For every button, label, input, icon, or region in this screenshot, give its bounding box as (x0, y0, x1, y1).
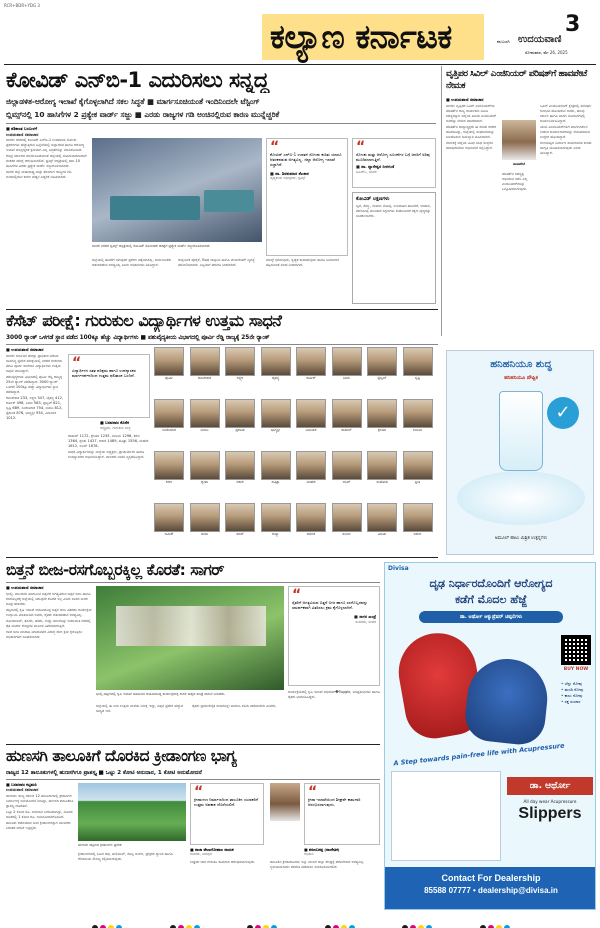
story2-bottom-rule (6, 557, 438, 558)
student-card (403, 399, 433, 433)
student-photo (296, 347, 326, 376)
student-card (225, 399, 255, 433)
student-photo (225, 451, 255, 480)
ad-headline-1: ದೃಢ ನಿರ್ಧಾರದೊಂದಿಗೆ ಆರೋಗ್ಯದ (429, 577, 553, 590)
student-name: ಸಂಜನಾ (412, 428, 423, 432)
registration-dot-group (325, 916, 357, 928)
story1-deck-rule (6, 123, 436, 124)
story4-body-col2: ಕ್ರೀಡಾಂಗಣದಲ್ಲಿ ಓಟದ ಪಥ, ವಾಲಿಬಾಲ್, ಕಬಡ್ಡಿ ಅಂಕಣ, ಪ್ರೇಕ್ಷಕರ ಗ್ಯಾಲರಿ ಹಾಗೂ ಶೌಚಾಲಯ ಸೌಲಭ್ಯ ಕಲ್ಪಿಸಲಾಗುವುದು. (78, 852, 173, 861)
student-photo (261, 347, 291, 376)
student-name: ಶ್ರೇಯಾ (377, 428, 387, 432)
student-name: ರಮೇಶ (306, 532, 316, 536)
ad-contact-line[interactable]: 85588 07777 • dealership@divisa.in (424, 886, 558, 895)
student-photo (296, 399, 326, 428)
quote-mark-icon: “ (308, 784, 318, 800)
side1-person-photo (502, 120, 536, 160)
story2-deck-rule (6, 344, 438, 345)
student-photo (403, 451, 433, 480)
quote-mark-icon: “ (270, 139, 280, 155)
story2-dateline: ■ ಉದಯವಾಣಿ ಸಮಾಚಾರ (6, 347, 44, 352)
student-photo (296, 503, 326, 532)
story3-quote-author: ■ ಸಾಗರ ಖಂಡ್ರೆ (354, 614, 376, 620)
student-card (332, 451, 362, 485)
student-photo (296, 451, 326, 480)
registration-dots (92, 916, 512, 928)
story4-quote1-text: ಕ್ರೀಡಾಂಗಣ ನಿರ್ಮಾಣದಿಂದ ತಾಲೂಕಿನ ಯುವಕರಿಗೆ ಉತ್ತಮ ಅವಕಾಶ ದೊರೆಯಲಿದೆ. (194, 797, 259, 808)
story1-ward-photo (92, 138, 262, 242)
quote2-role: ಡಿಎಚ್‌ಒ, ಬೀದರ (356, 169, 377, 174)
student-photo (154, 503, 184, 532)
story2-body-col2: ರಾಹುಲ್ 1172, ಶ್ರೇಯಾ 1235, ಸಂಜನಾ 1298, ಕಿರಣ 1364, ಶ್ವೇತಾ 1427, ಆಕಾಶ 1489, ಪವಿತ್ರಾ 1556, ಮಹೇಶ 1612, ಅನಿಲ್ 1678. ಸಾಧಕ ವಿದ್ಯಾರ್ಥಿಗಳನ್ನು ಸಂಸ್ಥೆಯ ಅಧ್ಯಕ್ಷರು, ಪ್ರಾಚಾರ್ಯರು ಹಾಗೂ ಉಪನ್ಯಾಸಕರು ಅಭಿನಂದಿಸಿದ್ದಾರೆ. ಪಾಲಕರು ಸಂತಸ ವ್ಯಕ್ತಪಡಿಸಿದ್ದಾರೆ. (68, 434, 149, 459)
paper-name: ಉದಯವಾಣಿ (518, 34, 562, 45)
student-card (332, 399, 362, 433)
student-name: ವಿನಾಯಕ (305, 428, 317, 432)
student-name: ಆಕಾಶ (236, 480, 244, 484)
student-photo (154, 451, 184, 480)
story3-body-col4: ಕಾರ್ಯಕ್ರಮದಲ್ಲಿ ಕೃಷಿ ಇಲಾಖೆ ಅಧಿಕಾರಿಗ�Toggle, ಜನಪ್ರತಿನಿಧಿಗಳು ಹಾಗೂ ರೈತರು ಭಾಗವಹಿಸಿದ್ದರು. (288, 690, 380, 699)
people-shape (116, 606, 266, 646)
student-card (154, 451, 184, 485)
student-name: ಪ್ರಶಾಂತ (235, 428, 245, 432)
student-card (190, 451, 220, 485)
ad-features-box (391, 771, 501, 861)
student-card (154, 399, 184, 433)
column-divider (441, 66, 442, 336)
milk-ad[interactable] (446, 350, 594, 555)
story4-quote2-role: ಅಧಿಕಾರಿ (304, 852, 314, 856)
student-card (154, 347, 184, 381)
student-card (154, 503, 184, 537)
story4-body-col3: ಶೀಘ್ರವೇ ಜಾಗ ಗುರುತಿಸಿ ಕಾಮಗಾರಿ ಆರಂಭಿಸಲಾಗುವುದು. (190, 860, 256, 864)
ad-headline-2: ಕಡೆಗೆ ಮೊದಲ ಹೆಜ್ಜೆ (455, 593, 527, 606)
student-photo (367, 347, 397, 376)
bed-shape (204, 190, 254, 212)
student-name: ಅನಿಲ್ (342, 480, 351, 484)
symptoms-title: ಕೋವಿಡ್ ಲಕ್ಷಣಗಳು (356, 196, 390, 202)
student-name: ರಾಹುಲ್ (341, 428, 352, 432)
side1-body-col1: ಬೀದರ: ವೃತ್ತಿಪರ ಸಿವಿಲ್ ಎಂಜಿನಿಯರ್‌ಗಳ ಪರಿಷತ್‌ನ ರಾಜ್ಯ ಕಾರ್ಯಕಾರಿ ಸಮಿತಿ ಸದಸ್ಯರನ್ನಾಗಿ ಜಿಲ್ಲೆಯ ಹಿರಿಯ ಎಂಜಿನಿಯರ್ ಅವರನ್ನು ನೇಮಕ ಮಾಡಲಾಗಿದೆ. ಪರಿಷತ್‌ನ ರಾಜ್ಯಾಧ್ಯಕ್ಷರು ಈ ಕುರಿತು ಆದೇಶ ಹೊರಡಿಸಿದ್ದು, ಜಿಲ್ಲೆಯಲ್ಲಿ ಸಂಘಟನೆಯನ್ನು ಬಲಪಡಿಸುವ ಜವಾಬ್ದಾರಿ ವಹಿಸಲಾಗಿದೆ. ನೇಮಕಕ್ಕೆ ಜಿಲ್ಲೆಯ ವಿವಿಧ ಸಂಘ ಸಂಸ್ಥೆಗಳ ಪದಾಧಿಕಾರಿಗಳು ಅಭಿನಂದನೆ ಸಲ್ಲಿಸಿದ್ದಾರೆ. (446, 104, 497, 150)
student-card (225, 503, 255, 537)
student-name: ಕಾವ್ಯಾ (272, 532, 279, 536)
student-card (190, 503, 220, 537)
story1-body-col3: ಆಮ್ಲಜನಕ ಪೂರೈಕೆ, ಔಷಧ ದಾಸ್ತಾನು ಹಾಗೂ ವೆಂಟಿಲೇಟರ್ ವ್ಯವಸ್ಥೆ ಪರಿಶೀಲಿಸಲಾಗಿದೆ. ಸಿಬ್ಬಂದಿಗೆ ತರಬೇತಿ ನೀಡಲಾಗಿದೆ. (178, 258, 255, 267)
story4-deck-rule (6, 779, 380, 780)
story3-quote-text: ರೈತರಿಗೆ ಅಗತ್ಯವಿರುವ ಬಿತ್ತನೆ ಬೀಜ ಹಾಗೂ ರಸಗೊಬ್ಬರವನ್ನು ಸಮರ್ಪಕವಾಗಿ ವಿತರಿಸಲು ಕ್ರಮ ಕೈಗೊಳ್ಳಲಾಗಿದೆ. (292, 600, 368, 611)
story4-quote2-text: ಕ್ರೀಡಾ ಇಲಾಖೆಯಿಂದ ಶೀಘ್ರವೇ ಕಾಮಗಾರಿ ಆರಂಭಿಸಲಾಗುವುದು. (308, 797, 361, 808)
student-card (190, 399, 220, 433)
story3-event-photo (96, 586, 284, 690)
registration-dot-group (402, 916, 434, 928)
story2-quote (68, 354, 150, 418)
student-photo (225, 503, 255, 532)
student-photo (332, 503, 362, 532)
student-photo (367, 503, 397, 532)
story4-deck: ರಾಜ್ಯದ 12 ತಾಲೂಕುಗಳಲ್ಲಿ ಹುಣಸಗಿಗೂ ಪ್ರಾಶಸ್ತ್ಯ ■ ಒಟ್ಟು 2 ಕೋಟಿ ಅನುದಾನ, 1 ಕೋಟಿ ಅನುಮೋದನೆ (6, 770, 202, 776)
student-photo (225, 347, 255, 376)
student-photo (190, 503, 220, 532)
check-badge-icon: ✓ (547, 397, 579, 429)
quote1-role: ವೈದ್ಯಕೀಯ ಅಧೀಕ್ಷಕರು, ಬ್ರಿಮ್ಸ್ (270, 175, 306, 180)
ad-ribbon: ಡಾ. ಆರ್ಥೋ ಆಕ್ಯುಪ್ರೆಷರ್ ಚಪ್ಪಲಿಗಳು (419, 611, 563, 623)
story4-body-col1: ಹುಣಸಗಿ: ರಾಜ್ಯ ಸರ್ಕಾರ 12 ತಾಲೂಕುಗಳಲ್ಲಿ ಕ್ರೀಡಾಂಗಣ ನಿರ್ಮಾಣಕ್ಕೆ ಅನುಮೋದನೆ ನೀಡಿದ್ದು, ಹುಣಸಗಿ ತಾಲೂಕಿಗೂ ಪ್ರಾಶಸ್ತ್ಯ ದೊರೆತಿದೆ. ಒಟ್ಟು 2 ಕೋಟಿ ರೂ. ಅನುದಾನ ನಿಗದಿಯಾಗಿದ್ದು, ಮೊದಲ ಹಂತದಲ್ಲಿ 1 ಕೋಟಿ ರೂ. ಅನುಮೋದನೆಗೊಂಡಿದೆ. ತಾಲೂಕು ರಚನೆಯಾದ ಬಳಿಕ ಕ್ರೀಡಾಂಗಣಕ್ಕಾಗಿ ಯುವಕರು ನಿರಂತರ ಬೇಡಿಕೆ ಇಟ್ಟಿದ್ದರು. (6, 794, 74, 830)
story2-quote-author: ■ ಬಸವರಾಜ ಕೊನೆಕ (100, 420, 129, 425)
registration-dot-group (480, 916, 512, 928)
student-card (261, 503, 291, 537)
student-card (225, 347, 255, 381)
ad-feature-item: • ಮಂಡಿ ನೋವು (561, 687, 584, 692)
ad-product-name: Slippers (518, 805, 582, 822)
student-name: ದೀಪಾ (201, 532, 208, 536)
story4-body-col4: ತಾಲೂಕಿನ ಕ್ರೀಡಾಪಟುಗಳು ಇನ್ನು ಮುಂದೆ ಜಿಲ್ಲಾ ಕೇಂದ್ರಕ್ಕೆ ತೆರಳಬೇಕಾದ ಅಗತ್ಯವಿಲ್ಲ. ಸ್ಥಳೀಯವಾಗಿಯೇ ತರಬೇತಿ ಪಡೆಯಲು ಅನುಕೂಲವಾಗಲಿದೆ. (270, 860, 365, 869)
student-name: ಶಿವಕುಮಾರ (162, 428, 176, 432)
side1-body-col3: ಪರಿಷತ್‌ನ ಸದಸ್ಯತ್ವ ಅಭಿಯಾನ ನಡೆಸಿ ಎಲ್ಲ ಎಂಜಿನಿಯರ್‌ಗಳನ್ನು ಒಗ್ಗೂಡಿಸಲಾಗುವುದು. (502, 172, 528, 191)
bed-shape (110, 196, 200, 220)
student-photo (403, 503, 433, 532)
student-name: ಸಚಿನ್ (236, 532, 244, 536)
student-name: ಶ್ವೇತಾ (201, 480, 208, 484)
quote-mark-icon: “ (194, 784, 204, 800)
student-photo (225, 399, 255, 428)
story2-quote-text: ವಿದ್ಯಾರ್ಥಿಗಳ ಸತತ ಪರಿಶ್ರಮ ಹಾಗೂ ಉಪನ್ಯಾಸಕರ ಮಾರ್ಗದರ್ಶನದಿಂದ ಉತ್ತಮ ಫಲಿತಾಂಶ ಬಂದಿದೆ. (72, 368, 136, 379)
ad-feature-item: • ರಕ್ತ ಸಂಚಾರ (561, 699, 581, 704)
story3-body-col3: ರೈತರು ಪ್ರಮಾಣೀಕೃತ ಬೀಜಗಳನ್ನೇ ಖರೀದಿಸಿ ರಸೀದಿ ಪಡೆಯಬೇಕು ಎಂದರು. (192, 704, 277, 708)
story1-body-col4: ಮಾಸ್ಕ್ ಧರಿಸುವುದು, ಸ್ವಚ್ಛತೆ ಕಾಪಾಡುವುದು ಹಾಗೂ ಜನಸಂದಣಿ ತಪ್ಪಿಸುವಂತೆ ಸಲಹೆ ನೀಡಲಾಗಿದೆ. (266, 258, 340, 267)
student-card (261, 451, 291, 485)
story3-body-col2: ಜಿಲ್ಲೆಯಲ್ಲಿ ಈ ಬಾರಿ ಉತ್ತಮ ಮಳೆಯ ನಿರೀಕ್ಷೆ ಇದ್ದು, ಬಿತ್ತನೆ ಪ್ರದೇಶ ಹೆಚ್ಚುವ ಸಾಧ್ಯತೆ ಇದೆ. (96, 704, 184, 713)
story4-quote2-author: ■ ಶರಣಬಸಪ್ಪ (ಸಾಂಕೇತಿಕ) (304, 847, 340, 852)
registration-dot-group (92, 916, 124, 928)
student-photo (332, 451, 362, 480)
quote2-author: ■ ಡಾ. ಧ್ಯಾನೇಶ್ವರ ನೀರಗುಡೆ (356, 164, 395, 170)
student-name: ಪ್ರೀತಿ (414, 480, 421, 484)
milk-splash-shape (457, 471, 585, 525)
student-photo (403, 347, 433, 376)
story1-body-col1: ಬೀದರ: ದೇಶದಲ್ಲಿ ಕೋವಿಡ್ ಎನ್‌ಬಿ-1 ಉಪತಳಿಯ ಸೋಂಕು ಪ್ರಕರಣಗಳು ಹೆಚ್ಚುತ್ತಿರುವ ಹಿನ್ನೆಲೆಯಲ್ಲಿ ಜಿಲ್ಲಾಡಳಿತ ಹಾಗೂ ಆರೋಗ್ಯ ಇಲಾಖೆ ಮುನ್ನೆಚ್ಚರಿಕೆ ಕ್ರಮವಾಗಿ ಎಲ್ಲ ಸಿದ್ಧತೆಗಳನ್ನು ಮಾಡಿಕೊಂಡಿದೆ. ಕೇಂದ್ರ ಸರ್ಕಾರದ ಮಾರ್ಗಸೂಚಿಯಂತೆ ಜಿಲ್ಲೆಯಲ್ಲಿ ಸೋಮವಾರದಿಂದಲೇ ಶಂಕಿತರ ಪರೀಕ್ಷೆ ಆರಂಭವಾಗಲಿದೆ. ಬ್ರಿಮ್ಸ್ ಆಸ್ಪತ್ರೆಯಲ್ಲಿ ತಲಾ 10 ಹಾಸಿಗೆಗಳ ಎರಡು ಪ್ರತ್ಯೇಕ ವಾರ್ಡ್ ಸಜ್ಜುಗೊಳಿಸಲಾಗಿದೆ. ಬೀದರ ಜಿಲ್ಲೆ ಮಹಾರಾಷ್ಟ್ರ ಮತ್ತು ತೆಲಂಗಾಣ ರಾಜ್ಯಗಳ ಗಡಿ ಅಂಚಿನಲ್ಲಿರುವ ಕಾರಣ ಹೆಚ್ಚಿನ ಎಚ್ಚರಿಕೆ ವಹಿಸಲಾಗಿದೆ. (6, 138, 87, 179)
story2-body-col1: ಬೀದರ: ಕರ್ನಾಟಕ ಪರೀಕ್ಷಾ ಪ್ರಾಧಿಕಾರ ನಡೆಸಿದ ಸಾಮಾನ್ಯ ಪ್ರವೇಶ ಪರೀಕ್ಷೆಯಲ್ಲಿ ನಗರದ ಗುರುಕುಲ ಪದವಿ ಪೂರ್ವ ಕಾಲೇಜಿನ ವಿದ್ಯಾರ್ಥಿಗಳು ಉತ್ತಮ ಸಾಧನೆ ಮಾಡಿದ್ದಾರೆ. ಪಶುವೈದ್ಯಕೀಯ ವಿಭಾಗದಲ್ಲಿ ಪೂರ್ವಿ ರೆಡ್ಡಿ ರಾಜ್ಯಕ್ಕೆ 25ನೇ ರ‍್ಯಾಂಕ್ ಪಡೆದಿದ್ದಾರೆ. 3000 ರ‍್ಯಾಂಕ್ ಒಳಗಡೆ 100ಕ್ಕೂ ಹೆಚ್ಚು ವಿದ್ಯಾರ್ಥಿಗಳು ಸ್ಥಾನ ಪಡೆದಿದ್ದಾರೆ. ರಾಜಶೇಖರ 233, ಲಕ್ಷ್ಮಣ 347, ಚೈತನ್ಯ 412, ಕಾರ್ತಿಕ್ 498, ನಿಖಿಲ 563, ಪ್ರಜ್ವಲ್ 621, ಸೃಷ್ಟಿ 689, ಶಿವಕುಮಾರ 754, ನಂದಿನಿ 812, ಪ್ರಶಾಂತ 876, ಭಾಗ್ಯಶ್ರೀ 934, ವಿನಾಯಕ 1012. (6, 354, 64, 420)
student-card (190, 347, 220, 381)
story1-quote1 (266, 138, 348, 256)
student-photo (154, 347, 184, 376)
student-name: ವಿಜಯ (377, 532, 387, 536)
student-name: ಅಮಿತ್ (164, 532, 174, 536)
student-name: ಸೃಷ್ಟಿ (414, 376, 421, 380)
story3-head-rule (6, 582, 380, 583)
story4-quote1-author: ■ ರಾಜಾ ವೇಣುಗೋಪಾಲ ನಾಯಕ (190, 847, 234, 852)
student-card (296, 347, 326, 381)
milk-ad-tagline: ಅಮೂಲ್ ಹಾಲು ಮಿಶ್ರಿತ ಉತ್ಪನ್ನಗಳು (494, 536, 548, 541)
student-name: ಸಂತೋಷ (376, 480, 388, 484)
student-name: ರಾಜಶೇಖರ (197, 376, 212, 380)
student-photo (367, 399, 397, 428)
ad-feature-list (561, 681, 595, 705)
student-photo (261, 399, 291, 428)
story1-deck2: ಬ್ಲಿಮ್ಸ್‌ನಲ್ಲಿ 10 ಹಾಸಿಗೆಗಳ 2 ಪ್ರತ್ಯೇಕ ವಾರ್ಡ್ ಸಜ್ಜು ■ ಎರಡು ರಾಜ್ಯಗಳ ಗಡಿ ಅಂಚಿನಲ್ಲಿರುವ ಕಾರಣ ಮುನ್ನೆಚ್ಚರಿಕೆ (6, 110, 280, 119)
ad-brand-logo: Divisa (388, 565, 409, 572)
story3-photo-caption: ಭಾಲ್ಕಿ ಪಟ್ಟಣದಲ್ಲಿ ಕೃಷಿ ಇಲಾಖೆ ವತಿಯಿಂದ ಆಯೋಜಿಸಿದ್ದ ಕಾರ್ಯಕ್ರಮಕ್ಕೆ ಶಾಸಕ ಈಶ್ವರ ಖಂಡ್ರೆ ಚಾಲನೆ ನೀಡಿದರು. (96, 692, 226, 696)
student-card (367, 451, 397, 485)
student-name: ಕಿರಣ (165, 480, 173, 484)
student-name: ಪೂರ್ವಿ (164, 376, 174, 380)
quote-mark-icon: “ (72, 355, 82, 371)
milk-ad-title: ಹನಿಹನಿಯೂ ಶುದ್ಧ (490, 359, 552, 370)
student-name: ನಿಖಿಲ (343, 376, 350, 380)
student-name: ಲಕ್ಷ್ಮಣ (236, 376, 244, 380)
story1-dateline: ಉದಯವಾಣಿ ಸಮಾಚಾರ (6, 132, 39, 137)
story3-dateline: ■ ಉದಯವಾಣಿ ಸಮಾಚಾರ (6, 585, 44, 590)
student-photo (261, 503, 291, 532)
story2-deck: 3000 ರ‍್ಯಾಂಕ್ ಒಳಗಡೆ ಸ್ಥಾನ ಪಡೆದ 100ಕ್ಕೂ ಹೆಚ್ಚು ವಿದ್ಯಾರ್ಥಿಗಳು ■ ಪಶುವೈದ್ಯಕೀಯ ವಿಭಾಗದಲ್ಲಿ ಪೂರ್ವಿ ರೆಡ್ಡಿ ರಾಜ್ಯಕ್ಕೆ 25ನೇ ರ‍್ಯಾಂಕ್ (6, 335, 270, 341)
student-name: ಪವಿತ್ರಾ (271, 480, 280, 484)
story4-photo-caption: ಹುಣಸಗಿ ಪಟ್ಟಣದ ಕ್ರೀಡಾಂಗಣ ಪ್ರದೇಶ (78, 843, 122, 847)
student-card (225, 451, 255, 485)
story3-quote-role: ಸಂಸದರು, ಬೀದರ (355, 619, 376, 624)
story4-stadium-photo (78, 783, 186, 841)
ad-contact-band[interactable] (385, 867, 596, 910)
student-photo (332, 347, 362, 376)
student-name: ಮಹೇಶ (306, 480, 316, 484)
student-name: ಅರುಣ (413, 532, 422, 536)
student-card (367, 503, 397, 537)
qr-label[interactable]: BUY NOW (563, 667, 589, 672)
student-name: ನಂದಿನಿ (200, 428, 209, 432)
student-photo (190, 399, 220, 428)
student-name: ಕಾರ್ತಿಕ್ (306, 376, 316, 380)
print-code: RCR+BDR+YDG 3 (4, 3, 40, 8)
student-card (296, 503, 326, 537)
ad-product-brand: ಡಾ. ಆರ್ಥೋ (507, 777, 593, 795)
story4-quote1 (190, 783, 264, 845)
story3-quote (288, 586, 380, 686)
story1-symptoms-box (352, 192, 436, 304)
student-card (367, 347, 397, 381)
story4-byline: ■ ಬಸವರಾಜ ಕಟ್ಟಿಮನಿ (6, 782, 37, 787)
story2-headline: ಕೆಸೆಟ್ ಪರೀಕ್ಷೆ: ಗುರುಕುಲ ವಿದ್ಯಾರ್ಥಿಗಳ ಉತ್ತಮ ಸಾಧನೆ (6, 311, 282, 330)
story1-body-col2: ಜಿಲ್ಲೆಯಲ್ಲಿ ಈವರೆಗೆ ಯಾವುದೇ ಪ್ರಕರಣ ಪತ್ತೆಯಾಗಿಲ್ಲ. ಸಾರ್ವಜನಿಕರು ಆತಂಕಪಡುವ ಅಗತ್ಯವಿಲ್ಲ ಎಂದು ಅಧಿಕಾರಿಗಳು ತಿಳಿಸಿದ್ದಾರೆ. (92, 258, 172, 267)
student-card (296, 399, 326, 433)
story4-dateline: ಉದಯವಾಣಿ ಸಮಾಚಾರ (6, 787, 39, 792)
student-card (403, 503, 433, 537)
story1-quote2 (352, 138, 436, 188)
quote1-author: ■ ಡಾ. ಶಿವಕುಮಾರ ಶೆಟಕಾರ (270, 170, 309, 176)
page-number: 3 (565, 12, 581, 37)
story1-byline: ■ ಶಶಿಕಾಂತ ಬಂಬುಳಗೆ (6, 126, 38, 131)
story4-quote1-role: ಶಾಸಕರು, ಸುರಪುರ (190, 852, 212, 856)
student-card (261, 347, 291, 381)
slippers-ad[interactable] (384, 562, 596, 910)
story1-headline: ಕೋವಿಡ್ ಎನ್‌ಬಿ-1 ಎದುರಿಸಲು ಸನ್ನದ್ಧ (6, 68, 269, 92)
student-photo (332, 399, 362, 428)
student-photo (154, 399, 184, 428)
ad-curve-text: A Step towards pain-free life with Acupressure (393, 741, 565, 768)
story4-quote2 (304, 783, 380, 845)
qr-code-icon[interactable] (561, 635, 591, 665)
registration-dot-group (247, 916, 279, 928)
student-photo (261, 451, 291, 480)
student-card (261, 399, 291, 433)
section-title: ಕಲ್ಯಾಣ ಕರ್ನಾಟಕ (270, 17, 452, 56)
student-photo-grid (154, 347, 438, 555)
ad-contact-title: Contact For Dealership (441, 873, 541, 883)
student-card (403, 347, 433, 381)
story3-headline: ಬಿತ್ತನೆ ಬೀಜ-ರಸಗೊಬ್ಬರಕ್ಕಿಲ್ಲ ಕೊರತೆ: ಸಾಗರ್ (6, 561, 225, 579)
student-name: ಸುನೀಲ (342, 532, 351, 536)
student-photo (367, 451, 397, 480)
milk-ad-subtitle: ಹನಿಹನಿಯೂ ಪೌಷ್ಟಿಕ (504, 375, 538, 381)
quote1-text: ಕೋವಿಡ್ ಎನ್‌ಬಿ-1 ಉಪತಳಿ ಸೋಂಕು ಕುರಿತು ಯಾರೂ ಆತಂಕಪಡುವ ಅಗತ್ಯವಿಲ್ಲ. ಜಿಲ್ಲಾ ಆರೋಗ್ಯ ಇಲಾಖೆ ಸಜ್ಜಾಗಿದೆ. (270, 152, 342, 168)
student-photo (403, 399, 433, 428)
registration-dot-group (170, 916, 202, 928)
ad-product-small: All day wear Acupressure (523, 799, 577, 804)
paper-small: ಕಲಬುರಗಿ (497, 39, 510, 44)
student-name: ಭಾಗ್ಯಶ್ರೀ (270, 428, 281, 432)
story1-deck1: ಜಿಲ್ಲಾಡಳಿತ-ಆರೋಗ್ಯ ಇಲಾಖೆ ಕೈಗೊಳ್ಳಲಾಗಿದೆ ಸಕಲ ಸಿದ್ಧತೆ ■ ಮಾರ್ಗಸೂಚಿಯಂತೆ ಇಂದಿನಿಂದಲೇ ಟೆಸ್ಟಿಂಗ್ (6, 97, 260, 106)
side1-body-col2: ಸಿವಿಲ್ ಎಂಜಿನಿಯರಿಂಗ್ ಕ್ಷೇತ್ರದಲ್ಲಿ ಸುದೀರ್ಘ ಅನುಭವ ಹೊಂದಿರುವ ಅವರು, ಹಲವು ಸರ್ಕಾರಿ ಹಾಗೂ ಖಾಸಗಿ ಯೋಜನೆಗಳಲ್ಲಿ ಕಾರ್ಯನಿರ್ವಹಿಸಿದ್ದಾರೆ. ಯುವ ಎಂಜಿನಿಯರ್‌ಗಳಿಗೆ ಮಾರ್ಗದರ್ಶನ ನೀಡುವ ಕಾರ್ಯಾಗಾರಗಳನ್ನು ಆಯೋಜಿಸುವ ಉದ್ದೇಶ ಹೊಂದಿದ್ದಾರೆ. ಗುಣಮಟ್ಟದ ನಿರ್ಮಾಣ ಕಾಮಗಾರಿಗಳ ಕುರಿತು ಜಾಗೃತಿ ಮೂಡಿಸಲಾಗುವುದು ಎಂದು ತಿಳಿಸಿದ್ದಾರೆ. (540, 104, 592, 155)
student-card (332, 347, 362, 381)
issue-date: ಸೋಮವಾರ, ಮೇ 26, 2025 (525, 50, 568, 55)
side1-dateline: ■ ಉದಯವಾಣಿ ಸಮಾಚಾರ (446, 97, 484, 102)
student-card (296, 451, 326, 485)
milk-pouch-icon (499, 391, 543, 471)
student-card (403, 451, 433, 485)
quote-mark-icon: “ (356, 139, 366, 155)
ad-feature-item: • ಬೆನ್ನು ನೋವು (561, 681, 583, 686)
ad-feature-item: • ಕಾಲು ನೋವು (561, 693, 583, 698)
story1-photo-caption: ಬೀದರ ನಗರದ ಬ್ರಿಮ್ಸ್ ಆಸ್ಪತ್ರೆಯಲ್ಲಿ ಕೋವಿಡ್ ಸೋಂಕಿತರ ಚಿಕಿತ್ಸೆಗೆ ಪ್ರತ್ಯೇಕ ವಾರ್ಡ್ ಸಜ್ಜುಗೊಳಿಸಲಾಗಿದೆ. (92, 244, 211, 248)
student-photo (190, 451, 220, 480)
story4-person-photo (270, 783, 300, 821)
masthead-rule (4, 64, 596, 65)
quote2-text: ಸೋಂಕು ಮತ್ತು ಆರೋಗ್ಯ ಸೂಚನೆಗಳ ಬಗ್ಗೆ ಜನರಿಗೆ ಅರಿವು ಮೂಡಿಸಲಾಗುತ್ತಿದೆ. (356, 152, 431, 163)
side1-person-caption: ಹಾವಪೇಟೆ (512, 162, 526, 166)
student-name: ಚೈತನ್ಯ (271, 376, 280, 380)
story4-headline: ಹುಣಸಗಿ ತಾಲೂಕಿಗೆ ದೊರಕಿದ ಕ್ರೀಡಾಂಗಣ ಭಾಗ್ಯ (6, 747, 237, 765)
quote-mark-icon: “ (292, 587, 302, 603)
side1-headline: ವೃತ್ತಿಪರ ಸಿವಿಲ್ ಎಂಜಿನಿಯರ್ ಪರಿಷತ್‌ಗೆ ಹಾವಪೇಟೆ ನೇಮಕ (446, 69, 587, 91)
student-name: ಪ್ರಜ್ವಲ್ (377, 376, 387, 380)
student-card (332, 503, 362, 537)
student-card (367, 399, 397, 433)
story3-body-col1: ಭಾಲ್ಕಿ: ಮುಂಗಾರು ಹಂಗಾಮಿನ ಬಿತ್ತನೆಗೆ ಅಗತ್ಯವಿರುವ ಬಿತ್ತನೆ ಬೀಜ ಹಾಗೂ ರಸಗೊಬ್ಬರಕ್ಕೆ ಜಿಲ್ಲೆಯಲ್ಲಿ ಯಾವುದೇ ಕೊರತೆ ಇಲ್ಲ ಎಂದು ಸಂಸದ ಸಾಗರ ಖಂಡ್ರೆ ಹೇಳಿದರು. ಪಟ್ಟಣದಲ್ಲಿ ಕೃಷಿ ಇಲಾಖೆ ಆಯೋಜಿಸಿದ್ದ ಬಿತ್ತನೆ ಬೀಜ ವಿತರಣಾ ಕಾರ್ಯಕ್ರಮ ಉದ್ಘಾಟಿಸಿ ಮಾತನಾಡಿದ ಅವರು, ರೈತರು ಆತಂಕಪಡುವ ಅಗತ್ಯವಿಲ್ಲ. ಸೋಯಾಬಿನ್, ತೊಗರಿ, ಹೆಸರು, ಉದ್ದು ಬೀಜಗಳನ್ನು ರಿಯಾಯಿತಿ ದರದಲ್ಲಿ ರೈತ ಸಂಪರ್ಕ ಕೇಂದ್ರಗಳ ಮೂಲಕ ವಿತರಿಸಲಾಗುತ್ತಿದೆ. ಕಳಪೆ ಬೀಜ ಮಾರಾಟ ಮಾಡುವವರ ವಿರುದ್ಧ ಕಠಿಣ ಕ್ರಮ ಕೈಗೊಳ್ಳಲು ಅಧಿಕಾರಿಗಳಿಗೆ ಸೂಚಿಸಲಾಗಿದೆ. (6, 592, 92, 639)
student-photo (190, 347, 220, 376)
symptoms-text: ಜ್ವರ, ಕೆಮ್ಮು, ಗಂಟಲು ನೋವು, ಉಸಿರಾಟದ ತೊಂದರೆ, ಆಯಾಸ, ತಲೆನೋವು ಮುಂತಾದ ಲಕ್ಷಣಗಳು ಕಂಡುಬಂದರೆ ತಕ್ಷಣ ವೈದ್ಯರನ್ನು ಸಂಪರ್ಕಿಸಬೇಕು. (356, 204, 431, 218)
story2-quote-role: ಅಧ್ಯಕ್ಷರು, ಗುರುಕುಲ ಸಂಸ್ಥೆ (100, 426, 131, 430)
